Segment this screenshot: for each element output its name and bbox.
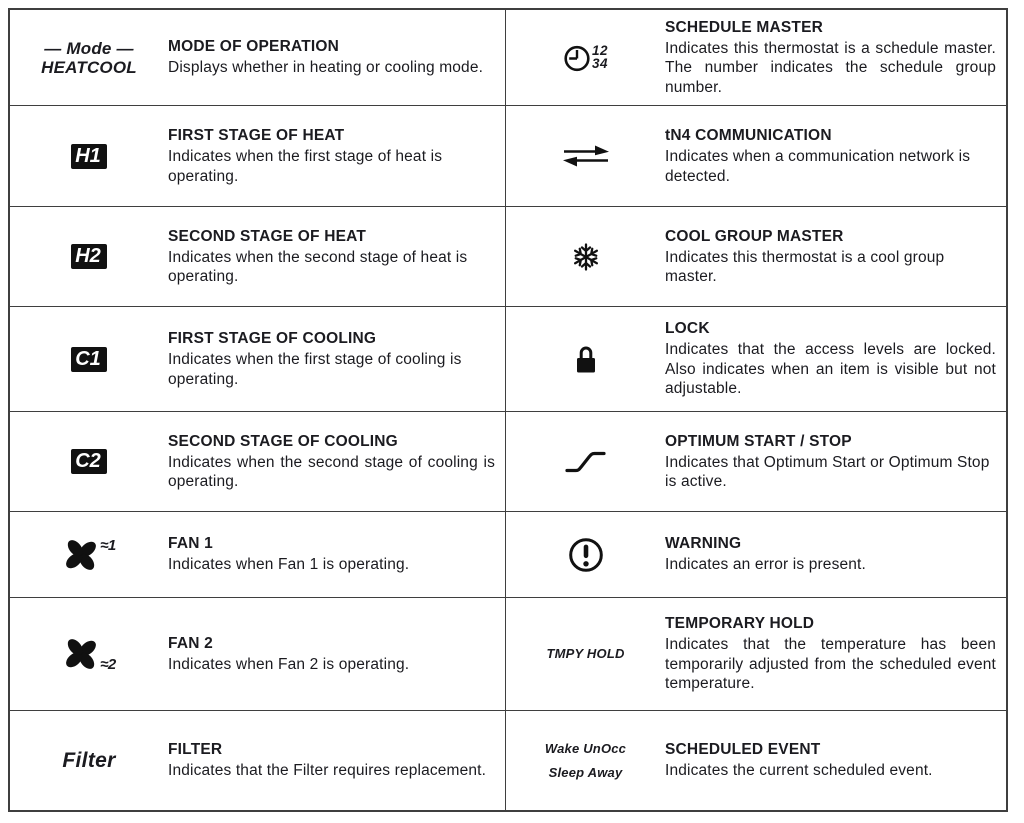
mode-icon-line2: HEATCOOL: [41, 57, 137, 77]
fan-blades-icon: [62, 536, 100, 574]
entry-description: Indicates an error is present.: [665, 556, 866, 574]
table-row: [10, 306, 1006, 411]
tmpy-hold-icon: TMPY HOLD: [546, 646, 625, 661]
entry-title: FAN 1: [168, 535, 213, 553]
entry-description: Indicates the current scheduled event.: [665, 762, 933, 780]
entry-description: Indicates when Fan 1 is operating.: [168, 556, 410, 574]
warning-icon: [567, 536, 605, 574]
entry-title: MODE OF OPERATION: [168, 38, 340, 56]
entry-title: SCHEDULE MASTER: [665, 18, 824, 36]
optimum-start-stop-icon: [565, 449, 607, 475]
entry-description: Indicates this thermostat is a cool group master.: [665, 248, 945, 285]
table-row: [10, 105, 1006, 206]
scheduled-event-line2: Sleep Away: [548, 764, 623, 780]
entry-title: OPTIMUM START / STOP: [665, 432, 852, 450]
entry-title: LOCK: [665, 320, 710, 338]
entry-title: SCHEDULED EVENT: [665, 741, 821, 759]
mode-heatcool-icon: [41, 39, 137, 77]
entry-title: FAN 2: [168, 634, 213, 652]
table-row: [10, 411, 1006, 511]
entry-description: Indicates when the first stage of heat is operating.: [168, 148, 443, 185]
clock-face-icon: [563, 43, 593, 73]
entry-title: COOL GROUP MASTER: [665, 227, 844, 245]
entry-description: Indicates that the temperature has been temporarily adjusted from the scheduled event temperature.: [665, 636, 996, 693]
h1-badge-icon: H1: [71, 144, 107, 169]
c2-badge-icon: C2: [71, 449, 107, 474]
schedule-clock-icon: [563, 43, 608, 73]
fan2-icon: [62, 635, 116, 673]
c1-badge-icon: C1: [71, 347, 107, 372]
schedule-group-numbers: 12 34: [591, 43, 609, 71]
entry-title: FILTER: [168, 741, 223, 759]
h2-badge-icon: H2: [71, 244, 107, 269]
entry-description: Indicates that Optimum Start or Optimum Stop is active.: [665, 453, 990, 490]
entry-title: tN4 COMMUNICATION: [665, 127, 832, 144]
entry-title: FIRST STAGE OF COOLING: [168, 330, 377, 347]
entry-description: Indicates that the access levels are locked. Also indicates when an item is visible but not adjustable.: [665, 341, 996, 398]
entry-description: Indicates this thermostat is a schedule master. The number indicates the schedule group number.: [665, 39, 996, 96]
entry-title: WARNING: [665, 535, 742, 553]
entry-description: Indicates when the first stage of cooling is operating.: [168, 351, 462, 388]
filter-icon: Filter: [62, 748, 116, 772]
entry-description: Indicates when the second stage of heat is operating.: [168, 248, 468, 285]
entry-description: Indicates when the second stage of cooling is operating.: [168, 453, 495, 490]
entry-description: Indicates when Fan 2 is operating.: [168, 655, 410, 673]
fan1-number-label: ≈1: [100, 537, 116, 554]
entry-description: Indicates that the Filter requires replacement.: [168, 762, 487, 780]
scheduled-event-icon: [545, 742, 626, 780]
table-row: [10, 206, 1006, 306]
table-row: [10, 597, 1006, 710]
entry-title: SECOND STAGE OF HEAT: [168, 227, 367, 245]
thermostat-display-legend-table: [8, 8, 1008, 812]
scheduled-event-line1: Wake UnOcc: [544, 740, 627, 756]
entry-title: TEMPORARY HOLD: [665, 615, 815, 633]
lock-icon: [574, 344, 598, 375]
fan2-number-label: ≈2: [100, 655, 116, 673]
entry-description: Indicates when a communication network is detected.: [665, 148, 971, 185]
mode-icon-line1: — Mode —: [44, 38, 134, 58]
table-row: [10, 10, 1006, 105]
entry-title: SECOND STAGE OF COOLING: [168, 432, 398, 450]
entry-description: Displays whether in heating or cooling mode.: [168, 59, 484, 77]
fan1-icon: [62, 536, 116, 574]
table-row: [10, 511, 1006, 597]
snowflake-icon: [572, 242, 600, 272]
entry-title: FIRST STAGE OF HEAT: [168, 127, 345, 144]
tn4-arrows-icon: [562, 143, 610, 169]
table-row: [10, 710, 1006, 810]
fan-blades-icon: [62, 635, 100, 673]
